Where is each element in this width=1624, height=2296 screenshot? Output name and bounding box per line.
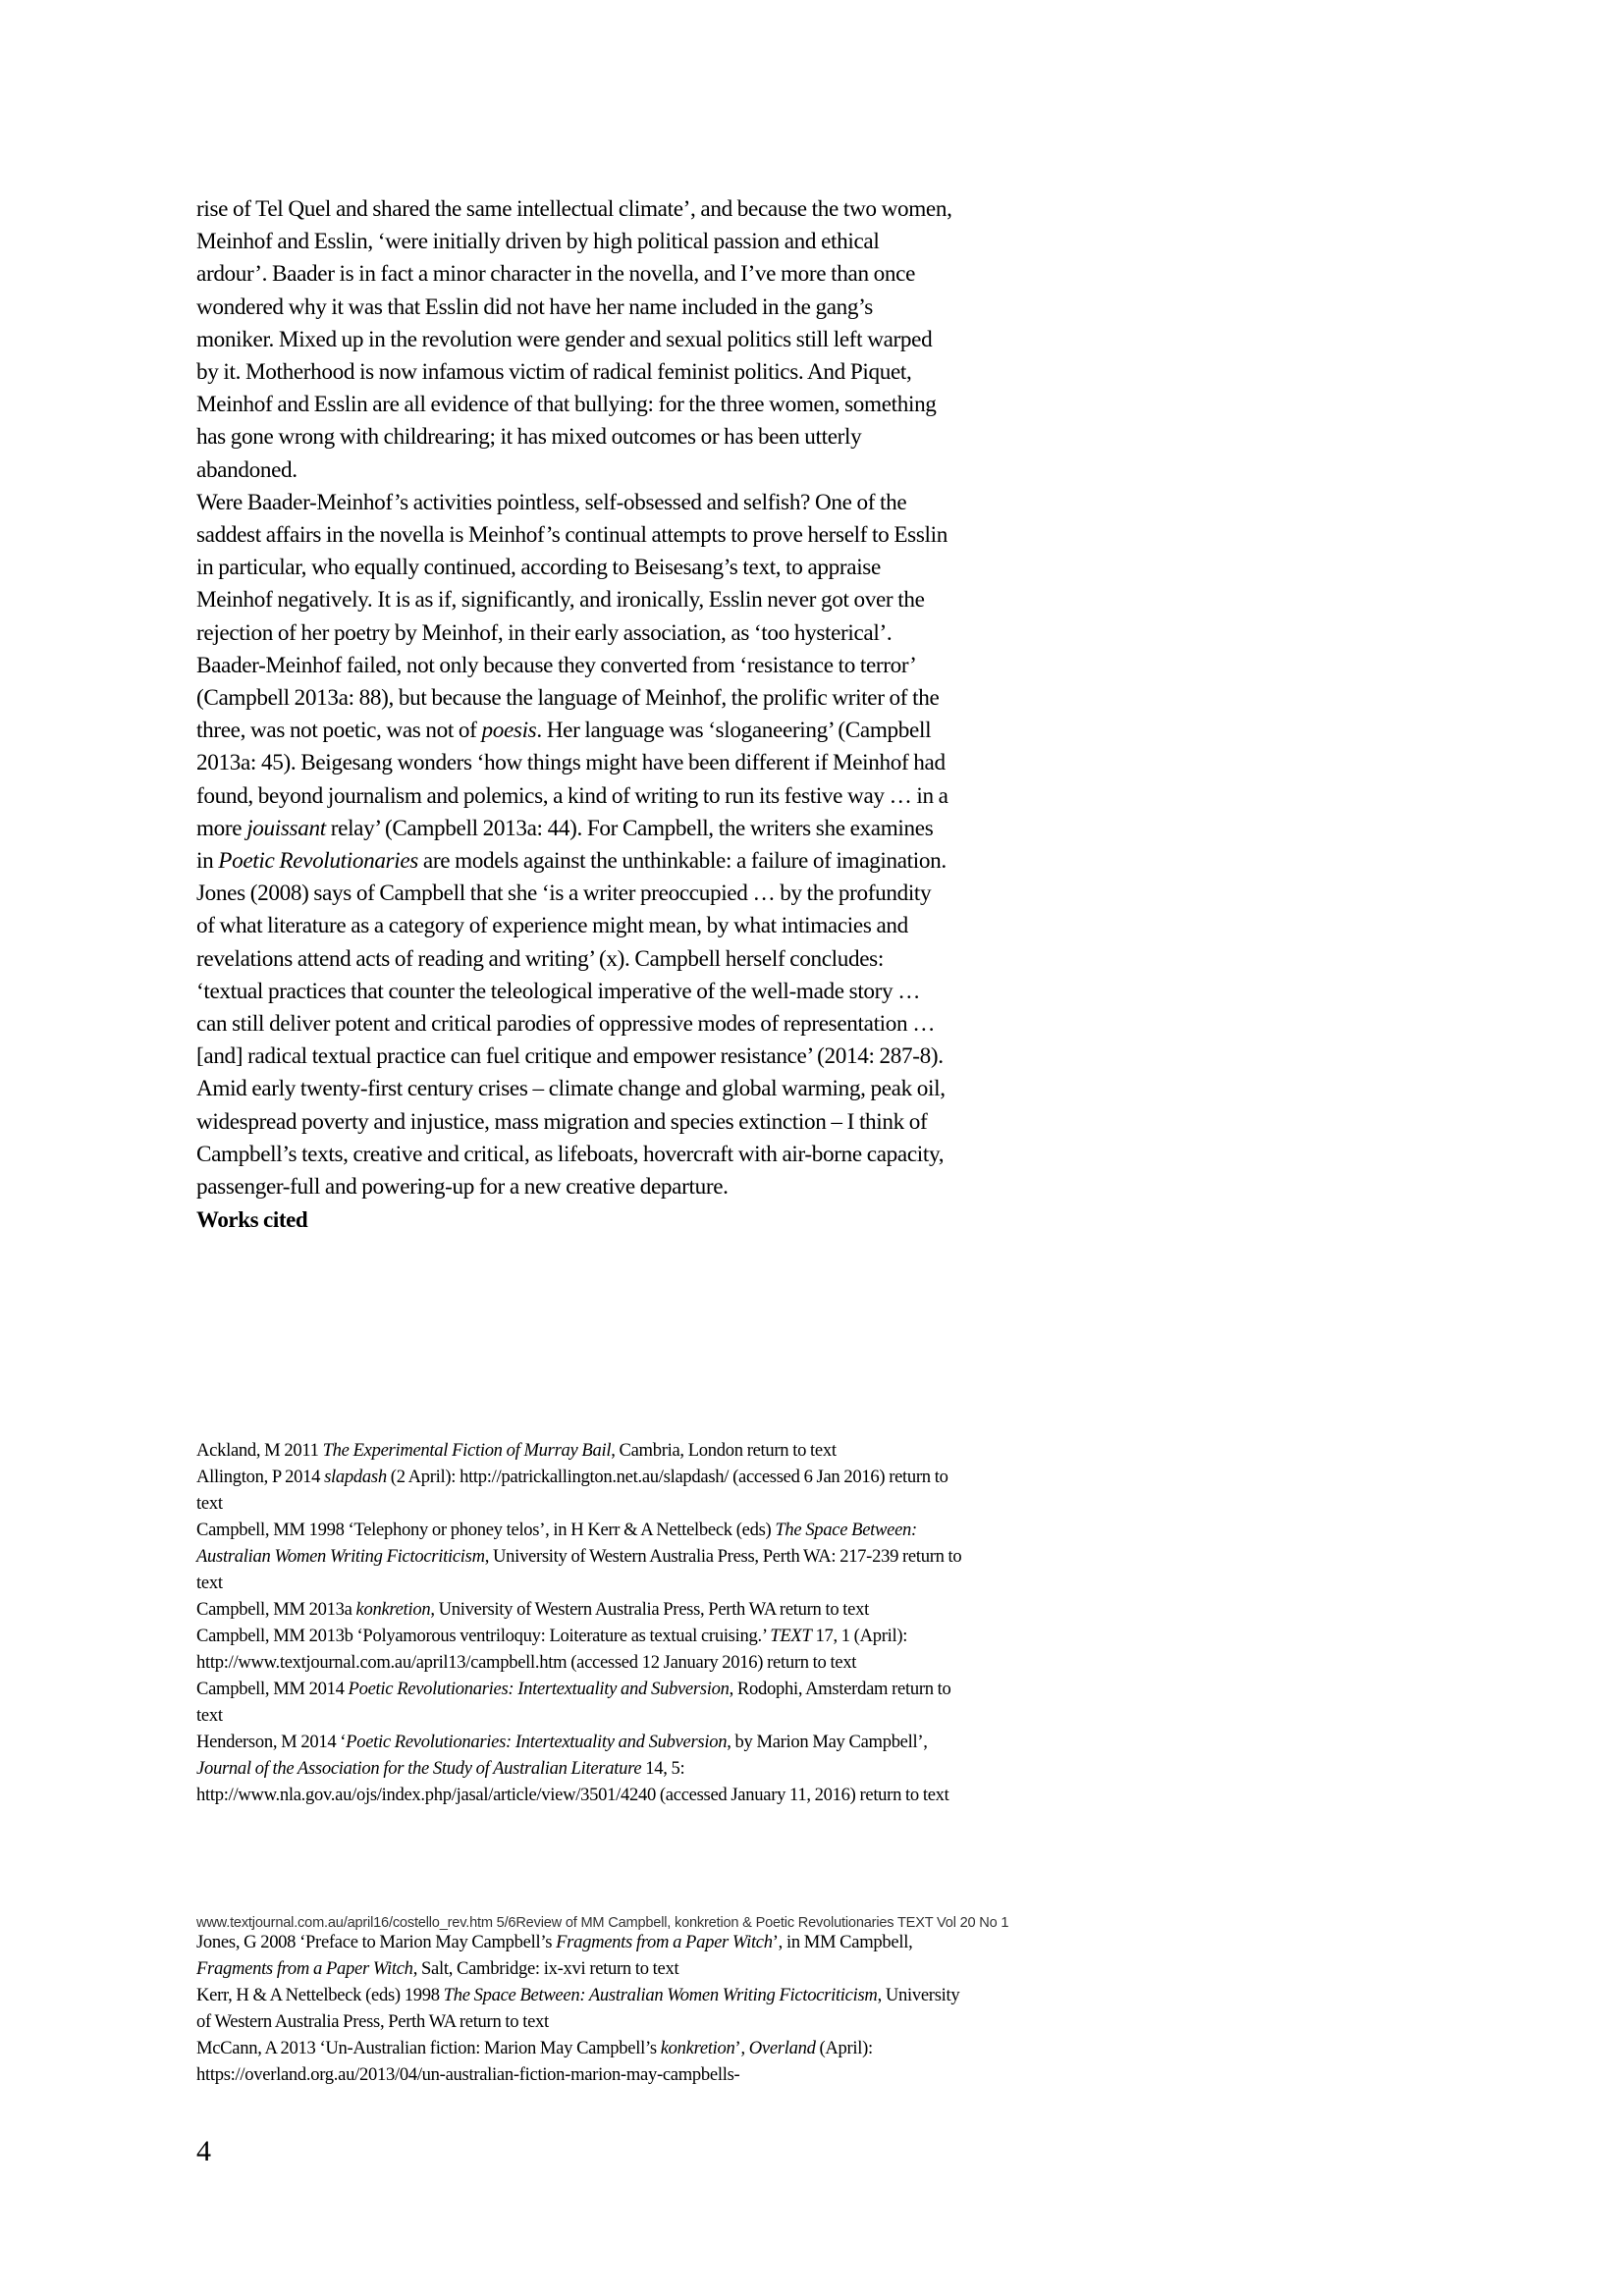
reference-text: Ackland, M 2011 [196, 1440, 323, 1461]
reference-title: The Space Between: Australian Women Writing Fictocriticism [196, 1520, 917, 1567]
return-to-text-link[interactable]: return to text [589, 1958, 679, 1979]
reference-title: Poetic Revolutionaries: Intertextuality and Subversion [346, 1732, 728, 1752]
text-run: relay’ (Campbell 2013a: 44). For Campbell, the writers she examines in [196, 815, 934, 875]
reference-entry [196, 1929, 962, 1982]
works-cited-list [196, 1437, 962, 1808]
paragraph-3 [196, 650, 952, 1074]
reference-title: konkretion [355, 1599, 431, 1620]
reference-text: 14, 5: http://www.nla.gov.au/ojs/index.php/jasal/article/view/3501/4240 (accessed January 11, 2016) [196, 1758, 860, 1805]
print-footer-url: www.textjournal.com.au/april16/costello_rev.htm 5/6Review of MM Campbell, konkretion & Poetic Revolutionaries TEXT Vol 20 No 1 [196, 1915, 1009, 1931]
reference-text: Kerr, H & A Nettelbeck (eds) 1998 [196, 1985, 444, 2005]
reference-title: konkretion [660, 2038, 735, 2058]
reference-entry [196, 1982, 962, 2035]
return-to-text-link[interactable]: return to text [779, 1599, 869, 1620]
return-to-text-link[interactable]: return to text [767, 1652, 857, 1673]
reference-text: Allington, P 2014 [196, 1467, 325, 1487]
reference-text: Henderson, M 2014 ‘ [196, 1732, 347, 1752]
reference-title: The Space Between: Australian Women Writing Fictocriticism [443, 1985, 878, 2005]
reference-text: , by Marion May Campbell’, [727, 1732, 928, 1752]
paragraph-1: rise of Tel Quel and shared the same intellectual climate’, and because the two women, Meinhof and Esslin, ‘were initially driven by high political passion and ethical ardour’. Baader is in fact a minor character in the novella, and I’ve more than once wondered why it was that Esslin did not have her name included in the gang’s moniker. Mixed up in the revolution were gender and sexual politics still left warped by it. Motherhood is now infamous victim of radical feminist politics. And Piquet, Meinhof and Esslin are all evidence of that bullying: for the three women, something has gone wrong with childrearing; it has mixed outcomes or has been utterly abandoned. [196, 196, 952, 483]
book-title: Poetic Revolutionaries [218, 848, 418, 875]
reference-entry [196, 1623, 962, 1676]
paragraph-4: Amid early twenty-first century crises – climate change and global warming, peak oil, widespread poverty and injustice, mass migration and species extinction – I think of Campbell’s texts, creative and critical, as lifeboats, hovercraft with air-borne capacity, passenger-full and powering-up for a new creative departure. [196, 1076, 946, 1201]
reference-text: Campbell, MM 2013b ‘Polyamorous ventriloquy: Loiterature as textual cruising.’ [196, 1626, 771, 1646]
reference-title: Poetic Revolutionaries: Intertextuality and Subversion [348, 1679, 730, 1699]
reference-text: Campbell, MM 1998 ‘Telephony or phoney telos’, in H Kerr & A Nettelbeck (eds) [196, 1520, 776, 1540]
reference-text: (April): https://overland.org.au/2013/04/un-australian-fiction-marion-may-campbells- [196, 2038, 873, 2085]
reference-text: , University of Western Australia Press, Perth WA: 217-239 [484, 1546, 903, 1567]
reference-text: (2 April): http://patrickallington.net.au/slapdash/ (accessed 6 Jan 2016) [386, 1467, 890, 1487]
return-to-text-link[interactable]: return to text [196, 1467, 948, 1514]
reference-entry [196, 1676, 962, 1729]
return-to-text-link[interactable]: return to text [746, 1440, 837, 1461]
return-to-text-link[interactable]: return to text [459, 2011, 549, 2032]
article-body [196, 193, 952, 1236]
works-cited-heading: Works cited [196, 1207, 308, 1233]
italic-term: jouissant [246, 815, 326, 841]
text-run: Baader-Meinhof failed, not only because they converted from ‘resistance to terror’ (Campbell 2013a: 88), but because the language of Meinhof, the prolific writer of the three, was not poetic, was not of [196, 652, 940, 744]
reference-text: , Cambria, London [611, 1440, 747, 1461]
reference-entry [196, 1464, 962, 1517]
reference-text: ’, in MM Campbell, [772, 1932, 913, 1952]
return-to-text-link[interactable]: return to text [196, 1679, 951, 1726]
text-run: are models against the unthinkable: a failure of imagination. Jones (2008) says of Campbell that she ‘is a writer preoccupied … by the profundity of what literature as a category of experience might mean, by what intimacies and revelations attend acts of reading and writing’ (x). Campbell herself concludes: ‘textual practices that counter the teleological imperative of the well-made story … can still deliver potent and critical parodies of oppressive modes of representation … [and] radical textual practice can fuel critique and empower resistance’ (2014: 287-8). [196, 848, 947, 1070]
works-cited-list-continued [196, 1929, 962, 2088]
reference-title: Overland [748, 2038, 816, 2058]
reference-text: ’, [734, 2038, 749, 2058]
reference-text: McCann, A 2013 ‘Un-Australian fiction: Marion May Campbell’s [196, 2038, 661, 2058]
reference-entry [196, 2035, 962, 2088]
reference-title: TEXT [770, 1626, 812, 1646]
reference-title: Journal of the Association for the Study of Australian Literature [196, 1758, 642, 1779]
reference-entry [196, 1729, 962, 1808]
reference-text: , Rodophi, Amsterdam [729, 1679, 893, 1699]
reference-text: Campbell, MM 2014 [196, 1679, 349, 1699]
reference-text: Campbell, MM 2013a [196, 1599, 356, 1620]
reference-title: slapdash [324, 1467, 387, 1487]
reference-entry [196, 1596, 962, 1623]
reference-title: The Experimental Fiction of Murray Bail [322, 1440, 612, 1461]
reference-entry [196, 1517, 962, 1596]
reference-text: 17, 1 (April): http://www.textjournal.com.au/april13/campbell.htm (accessed 12 January 2016) [196, 1626, 908, 1673]
italic-term: poesis [481, 718, 537, 744]
text-run: . Her language was ‘sloganeering’ (Campbell 2013a: 45). Beigesang wonders ‘how things might have been different if Meinhof had found, beyond journalism and polemics, a kind of writing to run its festive way … in a more [196, 718, 948, 841]
reference-text: , University of Western Australia Press, Perth WA [430, 1599, 780, 1620]
reference-title: Fragments from a Paper Witch [556, 1932, 773, 1952]
page-number: 4 [196, 2135, 211, 2167]
reference-title: Fragments from a Paper Witch [196, 1958, 413, 1979]
reference-text: , University of Western Australia Press, Perth WA [196, 1985, 960, 2032]
reference-text: , Salt, Cambridge: ix-xvi [412, 1958, 590, 1979]
return-to-text-link[interactable]: return to text [859, 1785, 949, 1805]
reference-text: Jones, G 2008 ‘Preface to Marion May Campbell’s [196, 1932, 557, 1952]
reference-entry [196, 1437, 962, 1464]
return-to-text-link[interactable]: return to text [196, 1546, 962, 1593]
paragraph-2: Were Baader-Meinhof’s activities pointless, self-obsessed and selfish? One of the saddest affairs in the novella is Meinhof’s continual attempts to prove herself to Esslin in particular, who equally continued, according to Beisesang’s text, to appraise Meinhof negatively. It is as if, significantly, and ironically, Esslin never got over the rejection of her poetry by Meinhof, in their early association, as ‘too hysterical’. [196, 489, 947, 646]
